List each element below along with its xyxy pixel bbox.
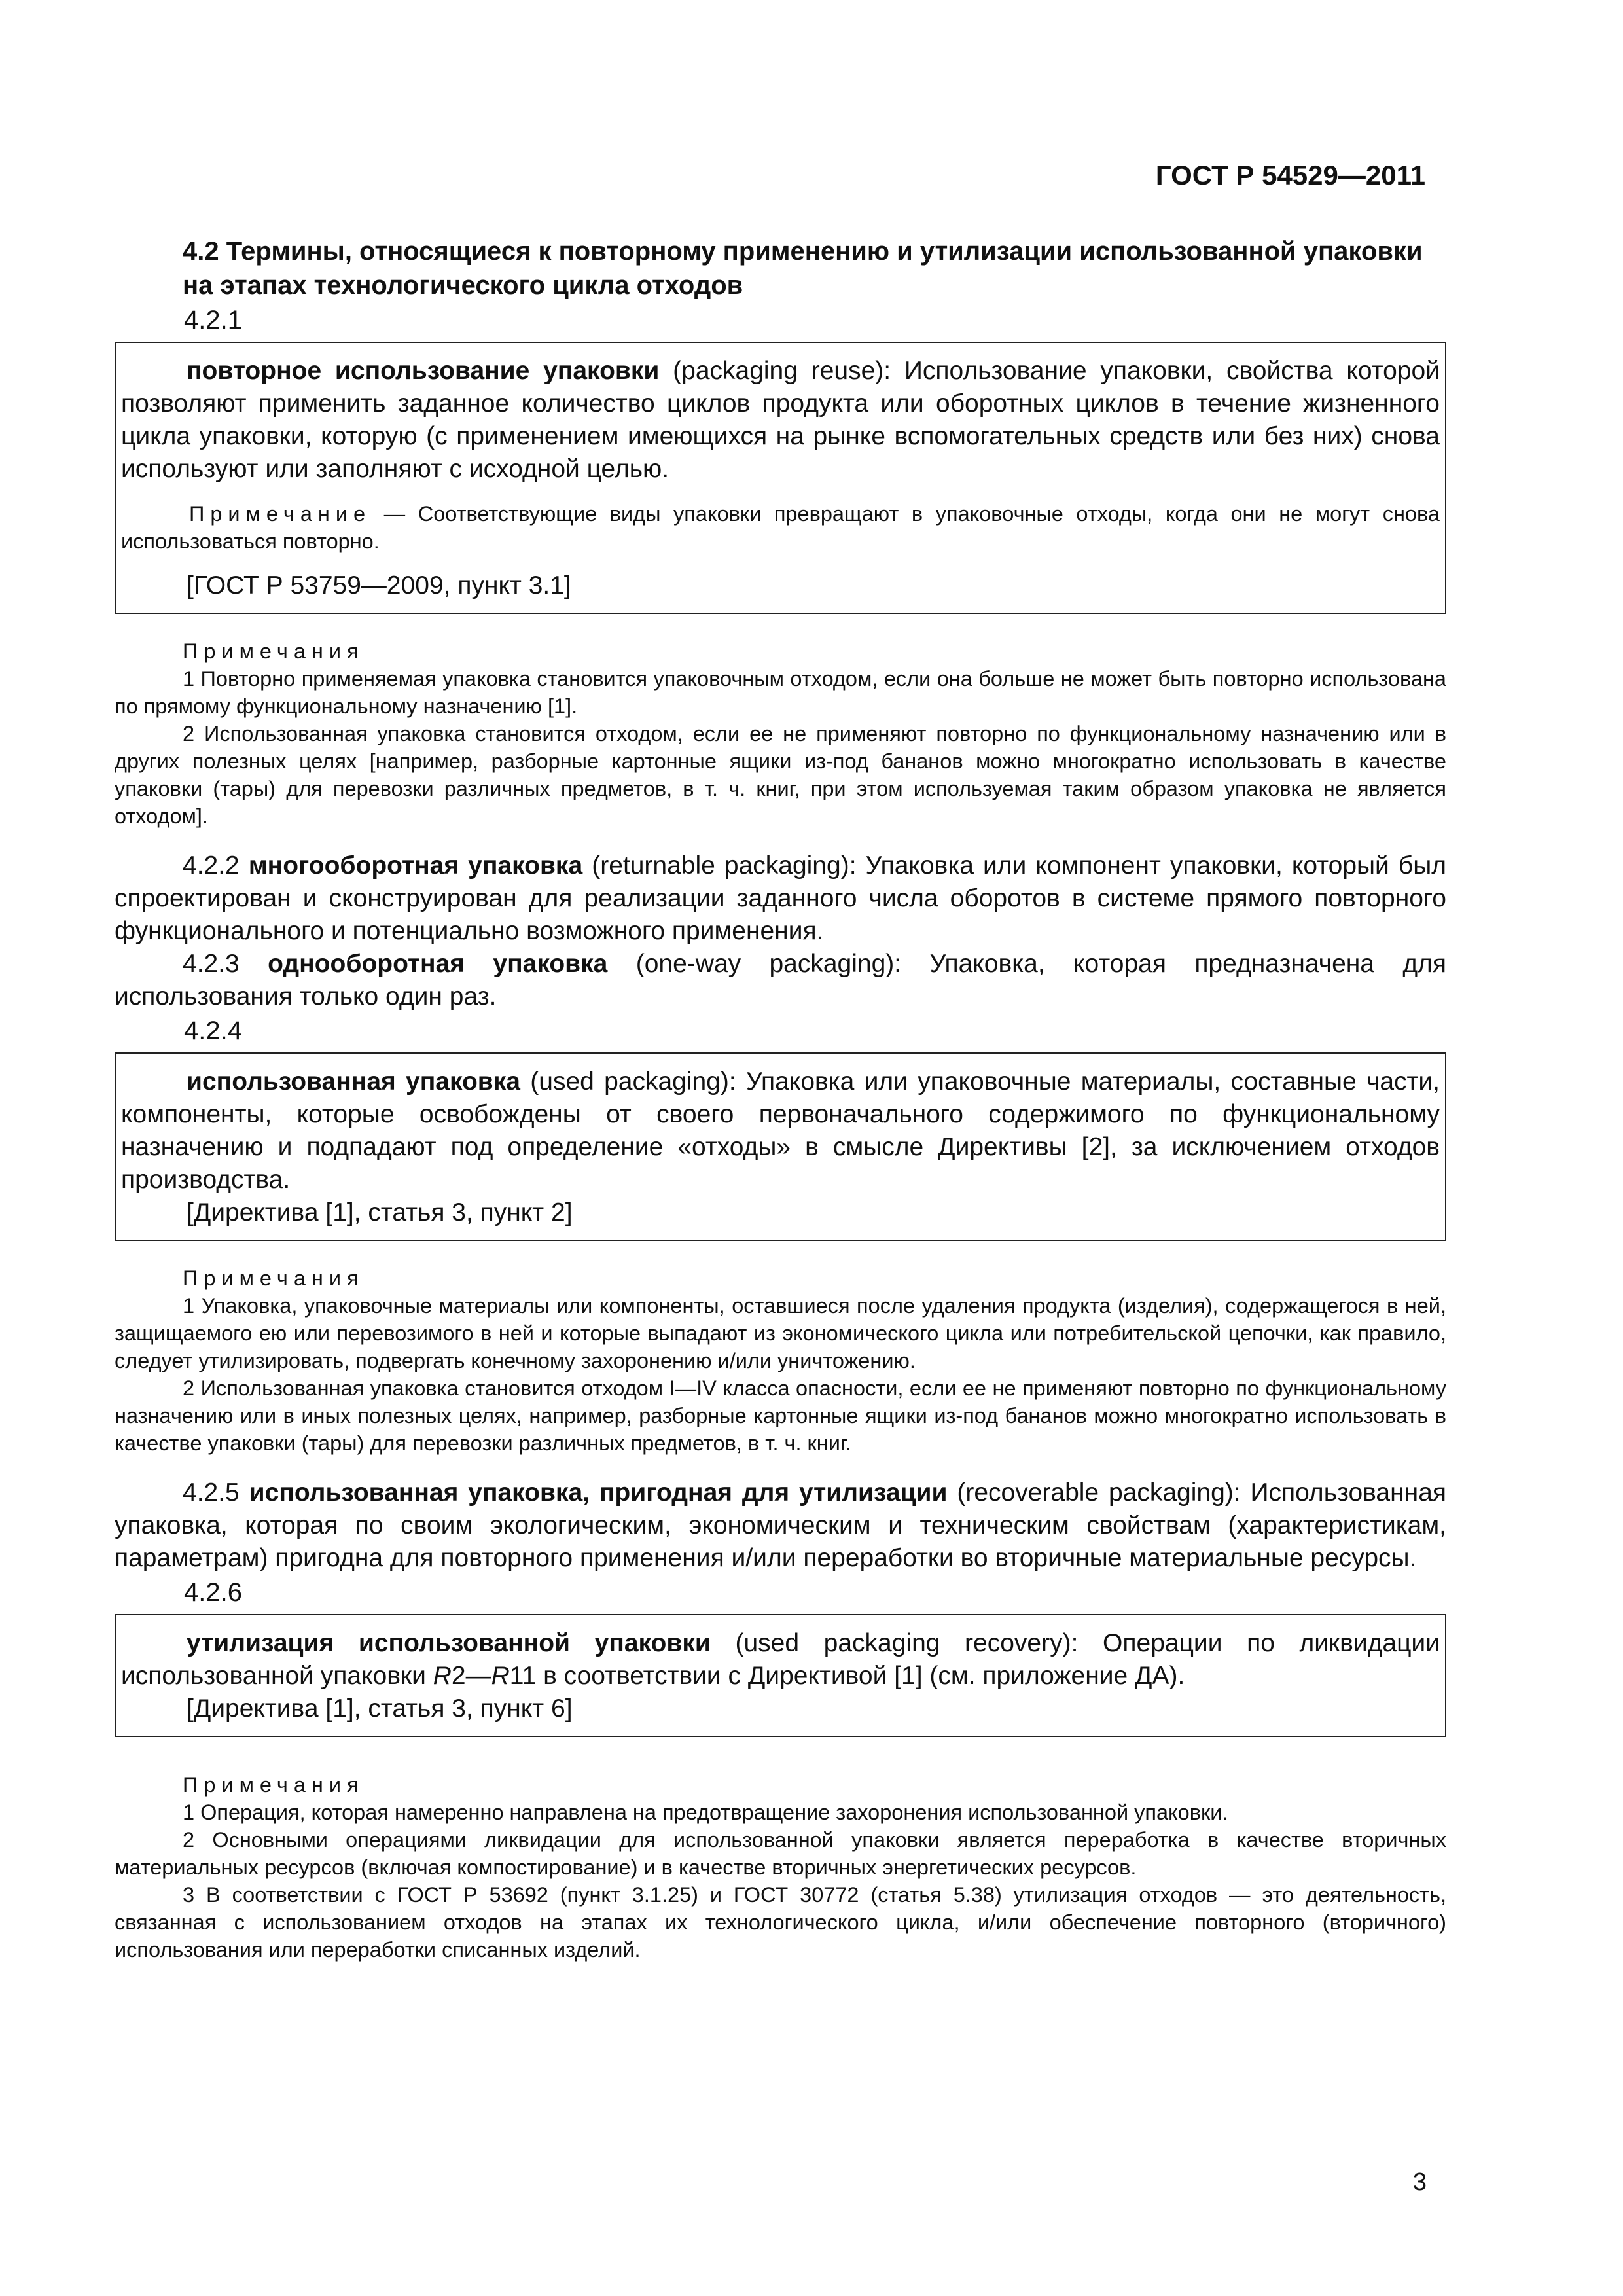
r-from-letter: R xyxy=(433,1662,452,1690)
term-number-4-2-6: 4.2.6 xyxy=(184,1578,242,1607)
term-number: 4.2.2 xyxy=(183,852,240,880)
note-text: — Соответствующие виды упаковки превращают в упаковочные отходы, когда они не могут снова использоваться повторно. xyxy=(121,502,1440,553)
notes-heading: Примечания xyxy=(183,639,365,663)
term-number: 4.2.5 xyxy=(183,1479,240,1507)
term-source-4-2-1: [ГОСТ Р 53759—2009, пункт 3.1] xyxy=(187,571,571,600)
term-text: : Использование упаковки, свойства которой позволяют применить заданное количество циклов продукта или оборотных циклов в течение жизненного цикла упаковки, которую (с применением имеющихся на рынке вспомогательных средств или без них) снова используют или заполняют с исходной целью. xyxy=(121,357,1440,483)
notes-block-1 xyxy=(115,637,1446,830)
term-box-4-2-6 xyxy=(115,1614,1446,1737)
r-to-number: 11 xyxy=(509,1662,537,1690)
section-title: 4.2 Термины, относящиеся к повторному применению и утилизации использованной упаковки на этапах технологического цикла отходов xyxy=(183,237,1423,300)
term-number: 4.2.3 xyxy=(183,950,240,978)
term-english: (returnable packaging) xyxy=(592,852,849,880)
term-box-4-2-4 xyxy=(115,1052,1446,1241)
term-name: использованная упаковка xyxy=(187,1067,520,1096)
term-english: (used packaging recovery) xyxy=(735,1629,1071,1657)
term-definition-4-2-6 xyxy=(121,1627,1440,1693)
term-english: (one-way packaging) xyxy=(635,950,895,978)
term-english: (used packaging) xyxy=(530,1067,729,1096)
term-name: многооборотная упаковка xyxy=(248,852,583,880)
term-definition-4-2-4 xyxy=(121,1066,1440,1196)
page-number: 3 xyxy=(1412,2168,1427,2196)
term-english: (recoverable packaging) xyxy=(957,1479,1234,1507)
term-source-4-2-4: [Директива [1], статья 3, пункт 2] xyxy=(187,1198,573,1227)
note-item: 1 Повторно применяемая упаковка становится упаковочным отходом, если она больше не может быть повторно использована по прямому функциональному назначению [1]. xyxy=(115,667,1446,718)
note-item: 1 Операция, которая намеренно направлена на предотвращение захоронения использованной упаковки. xyxy=(183,1801,1228,1824)
term-source-4-2-6: [Директива [1], статья 3, пункт 6] xyxy=(187,1695,573,1723)
term-english: (packaging reuse) xyxy=(673,357,884,385)
note-item: 2 Основными операциями ликвидации для использованной упаковки является переработка в качестве вторичных материальных ресурсов (включая компостирование) и в качестве вторичных энергетических ресурсов. xyxy=(115,1828,1446,1879)
r-from-number: 2— xyxy=(451,1662,491,1690)
term-text: : Упаковка, которая предназначена для использования только один раз. xyxy=(115,950,1446,1011)
term-text-a: : Операции по ликвидации использованной упаковки xyxy=(121,1629,1440,1690)
r-to-letter: R xyxy=(491,1662,510,1690)
term-number-4-2-4: 4.2.4 xyxy=(184,1016,242,1045)
note-item: 3 В соответствии с ГОСТ Р 53692 (пункт 3.1.25) и ГОСТ 30772 (статья 5.38) утилизация отходов — это деятельность, связанная с использованием отходов на этапах их технологического цикла, и/или обеспечение повторного (вторичного) использования или переработки списанных изделий. xyxy=(115,1883,1446,1962)
term-note-4-2-1 xyxy=(121,500,1440,555)
note-label: Примечание xyxy=(189,502,372,526)
term-definition-4-2-5 xyxy=(115,1477,1446,1575)
term-text-b: в соответствии с Директивой [1] (см. приложение ДА). xyxy=(536,1662,1185,1690)
notes-block-2 xyxy=(115,1265,1446,1457)
notes-heading: Примечания xyxy=(183,1266,365,1290)
term-name: использованная упаковка, пригодная для утилизации xyxy=(249,1479,948,1507)
term-text: : Упаковка или упаковочные материалы, составные части, компоненты, которые освобождены от своего первоначального содержимого по функциональному назначению и подпадают под определение «отходы» в смысле Директивы [2], за исключением отходов производства. xyxy=(121,1067,1440,1194)
term-definition-4-2-2 xyxy=(115,850,1446,948)
term-text: : Упаковка или компонент упаковки, который был спроектирован и сконструирован для реализации заданного числа оборотов в системе прямого повторного функционального и потенциально возможного применения. xyxy=(115,852,1447,945)
term-name: повторное использование упаковки xyxy=(187,357,660,385)
term-definition-4-2-3 xyxy=(115,948,1446,1013)
note-item: 2 Использованная упаковка становится отходом, если ее не применяют повторно по функциональному назначению или в других полезных целях [например, разборные картонные ящики из-под бананов можно многократно использовать в качестве упаковки (тары) для перевозки различных предметов, в т. ч. книг, при этом используемая таким образом упаковка не является отходом]. xyxy=(115,722,1446,828)
document-id: ГОСТ Р 54529—2011 xyxy=(1155,160,1425,190)
term-box-4-2-1 xyxy=(115,342,1446,614)
page-content xyxy=(115,234,1446,1964)
notes-block-3 xyxy=(115,1771,1446,1964)
note-item: 2 Использованная упаковка становится отходом I—IV класса опасности, если ее не применяют повторно по функциональному назначению или в иных полезных целях, например, разборные картонные ящики из-под бананов можно многократно использовать в качестве упаковки (тары) для перевозки различных предметов, в т. ч. книг. xyxy=(115,1376,1446,1455)
term-name: однооборотная упаковка xyxy=(268,950,608,978)
notes-heading: Примечания xyxy=(183,1773,365,1797)
term-definition-4-2-1 xyxy=(121,355,1440,486)
note-item: 1 Упаковка, упаковочные материалы или компоненты, оставшиеся после удаления продукта (изделия), содержащегося в ней, защищаемого ею или перевозимого в ней и которые выпадают из экономического цикла или потребительской цепочки, как правило, следует утилизировать, подвергать конечному захоронению и/или уничтожению. xyxy=(115,1294,1446,1372)
term-number-4-2-1: 4.2.1 xyxy=(184,306,242,334)
term-name: утилизация использованной упаковки xyxy=(187,1629,711,1657)
term-text: : Использованная упаковка, которая по своим экологическим, экономическим и техническим свойствам (характеристикам, параметрам) пригодна для повторного применения и/или переработки во вторичные материальные ресурсы. xyxy=(115,1479,1446,1572)
